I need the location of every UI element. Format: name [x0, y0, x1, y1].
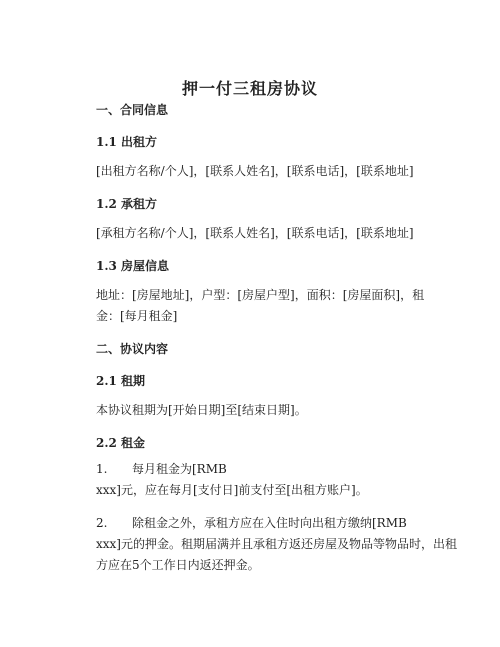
subsection-heading-rent: 2.2 租金 — [96, 436, 146, 450]
subsection-heading-lessee: 1.2 承租方 — [96, 197, 158, 211]
lessor-info-text: [出租方名称/个人]，[联系人姓名]，[联系电话]，[联系地址] — [96, 164, 414, 178]
rent-item-2-line-3: 方应在5个工作日内返还押金。 — [96, 558, 260, 572]
rent-item-2-number: 2. — [96, 516, 108, 530]
document-title: 押一付三租房协议 — [181, 79, 318, 98]
rent-item-1-number: 1. — [96, 462, 108, 476]
term-text: 本协议租期为[开始日期]至[结束日期]。 — [96, 403, 307, 417]
subsection-heading-lessor: 1.1 出租方 — [96, 135, 158, 149]
rent-item-2-text: 除租金之外，承租方应在入住时向出租方缴纳[RMB — [132, 516, 407, 530]
rent-item-2-line-2: xxx]元的押金。租期届满并且承租方返还房屋及物品等物品时，出租 — [96, 537, 457, 551]
subsection-heading-property: 1.3 房屋信息 — [96, 259, 170, 273]
property-info-line-1: 地址：[房屋地址]，户型：[房屋户型]，面积：[房屋面积]，租 — [96, 288, 425, 302]
rent-item-1-text: 每月租金为[RMB — [132, 462, 227, 476]
property-info-line-2: 金：[每月租金] — [96, 309, 178, 323]
section-heading-agreement: 二、协议内容 — [96, 342, 169, 356]
subsection-heading-term: 2.1 租期 — [96, 374, 146, 388]
rent-item-1-line-2: xxx]元，应在每月[支付日]前支付至[出租方账户]。 — [96, 483, 368, 497]
section-heading-contract-info: 一、合同信息 — [96, 103, 169, 117]
lessee-info-text: [承租方名称/个人]，[联系人姓名]，[联系电话]，[联系地址] — [96, 226, 414, 240]
